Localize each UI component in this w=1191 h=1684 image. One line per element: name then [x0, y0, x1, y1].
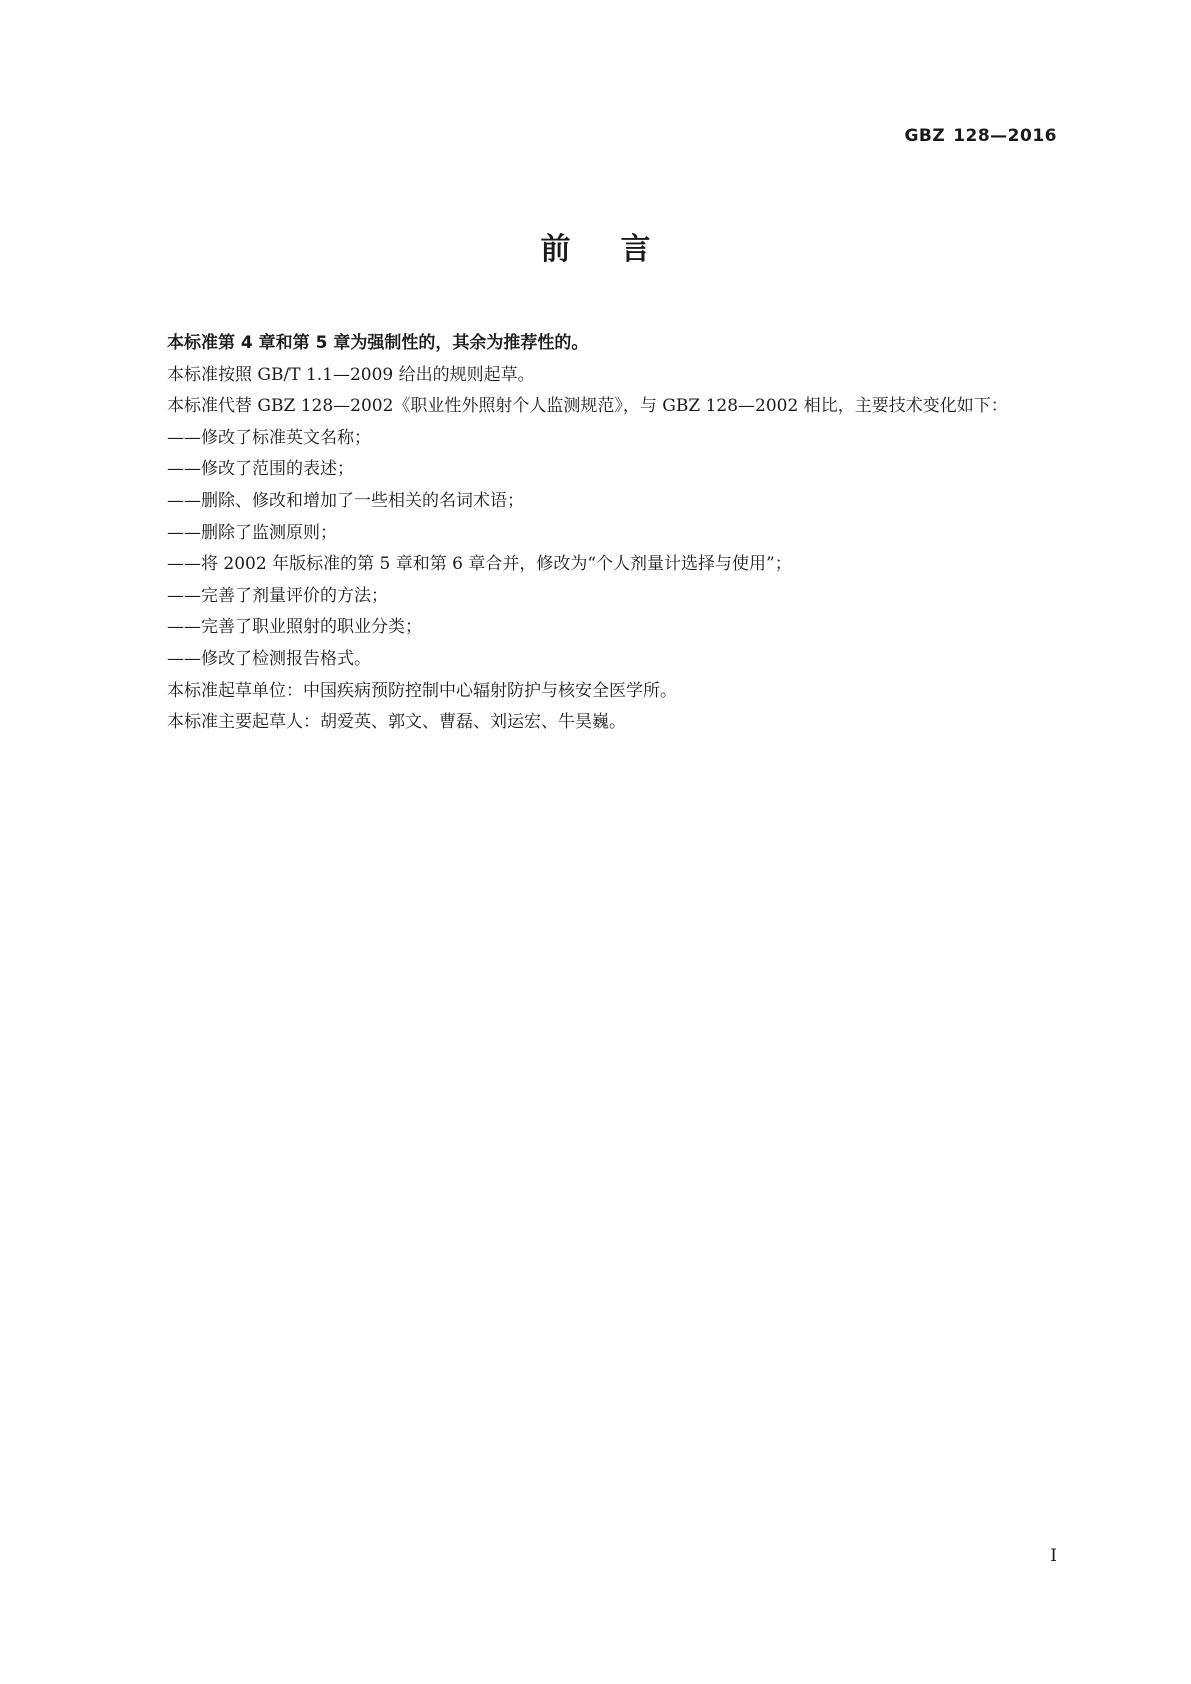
list-item: ——修改了检测报告格式。: [167, 648, 371, 669]
list-item: ——删除、修改和增加了一些相关的名词术语；: [167, 490, 524, 511]
drafting-rule: 本标准按照 GB/T 1.1—2009 给出的规则起草。: [167, 364, 535, 385]
mandatory-note: 本标准第 4 章和第 5 章为强制性的，其余为推荐性的。: [167, 333, 589, 353]
drafters: 本标准主要起草人：胡爱英、郭文、曹磊、刘运宏、牛昊巍。: [167, 712, 626, 733]
change-list: [133, 423, 1059, 676]
page-number: I: [1050, 1546, 1057, 1566]
document-code-prefix: GBZ: [904, 126, 946, 146]
page-title: 前言: [540, 232, 701, 267]
replacement-statement: 本标准代替 GBZ 128—2002《职业性外照射个人监测规范》，与 GBZ 128—2002 相比，主要技术变化如下：: [167, 396, 1008, 417]
list-item: ——完善了剂量评价的方法；: [167, 585, 388, 606]
list-item: ——删除了监测原则；: [167, 522, 337, 543]
document-code: [904, 126, 1057, 146]
document-code-number: 128—2016: [953, 126, 1057, 146]
list-item: ——修改了标准英文名称；: [167, 427, 371, 448]
foreword-body: [133, 328, 1059, 739]
drafting-unit: 本标准起草单位：中国疾病预防控制中心辐射防护与核安全医学所。: [167, 680, 677, 701]
list-item: ——修改了范围的表述；: [167, 459, 354, 480]
list-item: ——将 2002 年版标准的第 5 章和第 6 章合并，修改为“个人剂量计选择与使用”；: [167, 554, 792, 575]
list-item: ——完善了职业照射的职业分类；: [167, 617, 422, 638]
